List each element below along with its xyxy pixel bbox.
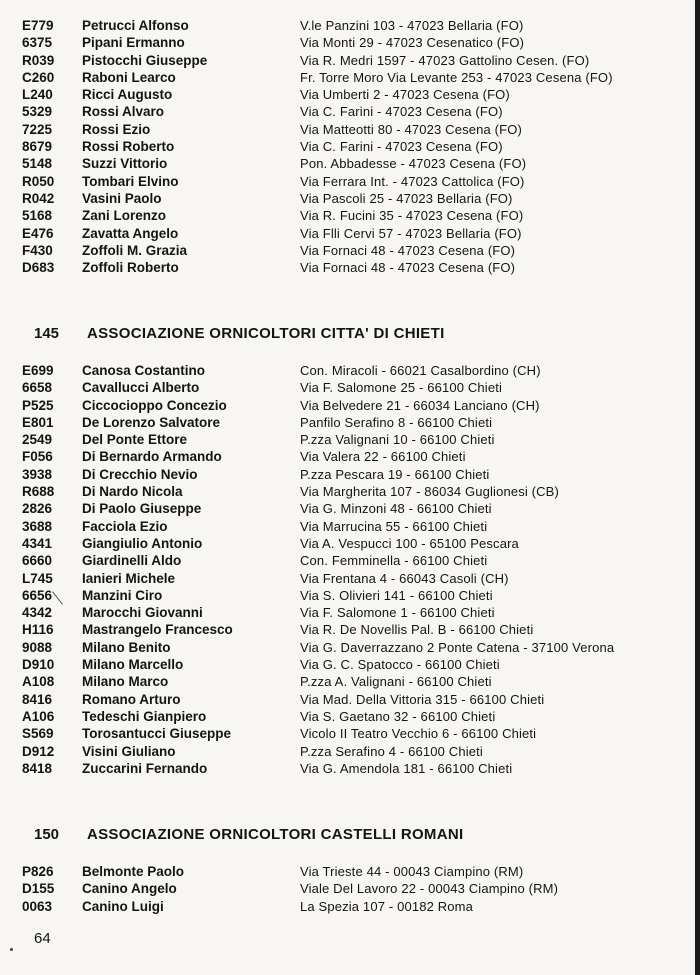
member-name: Milano Marco bbox=[82, 674, 169, 690]
member-row bbox=[0, 155, 700, 172]
member-row bbox=[0, 121, 700, 138]
member-name: Ciccocioppo Concezio bbox=[82, 397, 227, 413]
member-name: Del Ponte Ettore bbox=[82, 432, 188, 448]
member-code: D155 bbox=[22, 881, 55, 897]
member-row bbox=[0, 52, 700, 69]
member-code: 8418 bbox=[22, 760, 53, 776]
member-name: Ricci Augusto bbox=[82, 87, 173, 103]
member-code: A108 bbox=[22, 674, 55, 690]
member-row bbox=[0, 34, 700, 51]
member-code: 5168 bbox=[22, 208, 53, 224]
member-address: P.zza Pescara 19 - 66100 Chieti bbox=[300, 466, 490, 482]
member-row bbox=[0, 898, 700, 915]
member-name: Pipani Ermanno bbox=[82, 35, 185, 51]
member-code: 6658 bbox=[22, 380, 53, 396]
member-row bbox=[0, 362, 700, 379]
member-row bbox=[0, 570, 700, 587]
page-number: 64 bbox=[34, 930, 51, 947]
member-code: 2826 bbox=[22, 501, 53, 517]
section-number: 150 bbox=[34, 826, 60, 843]
member-list-castelli-romani bbox=[0, 863, 700, 915]
member-name: Belmonte Paolo bbox=[82, 864, 185, 879]
member-name: Di Nardo Nicola bbox=[82, 484, 183, 500]
member-address: Via Fornaci 48 - 47023 Cesena (FO) bbox=[300, 260, 516, 276]
member-list-continued bbox=[0, 17, 700, 276]
member-name: Zavatta Angelo bbox=[82, 225, 179, 241]
member-address: Viale Del Lavoro 22 - 00043 Ciampino (RM) bbox=[300, 881, 559, 897]
member-row bbox=[0, 708, 700, 725]
member-row bbox=[0, 743, 700, 760]
member-name: Rossi Alvaro bbox=[82, 104, 165, 120]
member-name: Visini Giuliano bbox=[82, 743, 176, 759]
member-code: 7225 bbox=[22, 121, 53, 137]
member-name: Milano Benito bbox=[82, 639, 171, 655]
member-address: Via S. Olivieri 141 - 66100 Chieti bbox=[300, 587, 493, 603]
member-name: Rossi Roberto bbox=[82, 139, 175, 155]
member-row bbox=[0, 621, 700, 638]
member-code: C260 bbox=[22, 69, 55, 85]
member-address: Via F. Salomone 25 - 66100 Chieti bbox=[300, 380, 503, 396]
member-address: Vicolo II Teatro Vecchio 6 - 66100 Chieti bbox=[300, 726, 537, 742]
member-row bbox=[0, 138, 700, 155]
member-address: Via F. Salomone 1 - 66100 Chieti bbox=[300, 605, 495, 621]
member-name: Raboni Learco bbox=[82, 69, 176, 85]
member-address: Via G. Minzoni 48 - 66100 Chieti bbox=[300, 501, 492, 517]
member-name: Cavallucci Alberto bbox=[82, 380, 200, 396]
member-code: E801 bbox=[22, 414, 54, 430]
member-row bbox=[0, 656, 700, 673]
member-address: Via Matteotti 80 - 47023 Cesena (FO) bbox=[300, 121, 522, 137]
member-code: 4342 bbox=[22, 605, 53, 621]
member-code: P525 bbox=[22, 397, 54, 413]
member-address: Pon. Abbadesse - 47023 Cesena (FO) bbox=[300, 156, 527, 172]
member-name: Pistocchi Giuseppe bbox=[82, 52, 208, 68]
member-row bbox=[0, 639, 700, 656]
member-row bbox=[0, 397, 700, 414]
member-code: D683 bbox=[22, 260, 55, 276]
member-row bbox=[0, 173, 700, 190]
member-address: Via Ferrara Int. - 47023 Cattolica (FO) bbox=[300, 173, 525, 189]
member-name: Zoffoli M. Grazia bbox=[82, 242, 188, 258]
member-row bbox=[0, 691, 700, 708]
member-address: Via Umberti 2 - 47023 Cesena (FO) bbox=[300, 87, 510, 103]
member-code: 5148 bbox=[22, 156, 53, 172]
member-code: 3688 bbox=[22, 518, 53, 534]
member-name: De Lorenzo Salvatore bbox=[82, 414, 221, 430]
member-address: Via A. Vespucci 100 - 65100 Pescara bbox=[300, 535, 519, 551]
member-address: Via G. C. Spatocco - 66100 Chieti bbox=[300, 657, 500, 673]
member-address: P.zza A. Valignani - 66100 Chieti bbox=[300, 674, 492, 690]
member-row bbox=[0, 587, 700, 604]
member-row bbox=[0, 103, 700, 120]
member-code: L745 bbox=[22, 570, 53, 586]
member-code: R050 bbox=[22, 173, 55, 189]
member-address: Via C. Farini - 47023 Cesena (FO) bbox=[300, 139, 503, 155]
member-code: 6660 bbox=[22, 553, 53, 569]
section-title: ASSOCIAZIONE ORNICOLTORI CITTA' DI CHIETI bbox=[87, 325, 445, 342]
member-code: 8679 bbox=[22, 139, 53, 155]
member-name: Petrucci Alfonso bbox=[82, 18, 189, 33]
member-address: Via Trieste 44 - 00043 Ciampino (RM) bbox=[300, 864, 524, 879]
member-code: E699 bbox=[22, 363, 54, 378]
member-row bbox=[0, 242, 700, 259]
member-row bbox=[0, 863, 700, 880]
member-address: Con. Femminella - 66100 Chieti bbox=[300, 553, 488, 569]
member-name: Giangiulio Antonio bbox=[82, 535, 203, 551]
member-name: Ianieri Michele bbox=[82, 570, 176, 586]
member-address: Via S. Gaetano 32 - 66100 Chieti bbox=[300, 708, 496, 724]
member-address: Via G. Daverrazzano 2 Ponte Catena - 37100 Verona bbox=[300, 639, 615, 655]
member-address: Via Marrucina 55 - 66100 Chieti bbox=[300, 518, 488, 534]
member-code: 3938 bbox=[22, 466, 53, 482]
member-address: Via Mad. Della Vittoria 315 - 66100 Chieti bbox=[300, 691, 545, 707]
member-name: Canino Angelo bbox=[82, 881, 177, 897]
member-row bbox=[0, 518, 700, 535]
member-address: P.zza Valignani 10 - 66100 Chieti bbox=[300, 432, 495, 448]
member-address: Via R. Fucini 35 - 47023 Cesena (FO) bbox=[300, 208, 524, 224]
member-code: L240 bbox=[22, 87, 53, 103]
member-code: F430 bbox=[22, 242, 53, 258]
member-name: Marocchi Giovanni bbox=[82, 605, 203, 621]
member-address: Via Monti 29 - 47023 Cesenatico (FO) bbox=[300, 35, 525, 51]
member-row bbox=[0, 225, 700, 242]
member-row bbox=[0, 414, 700, 431]
member-name: Mastrangelo Francesco bbox=[82, 622, 233, 638]
member-row bbox=[0, 431, 700, 448]
member-row bbox=[0, 760, 700, 777]
member-row bbox=[0, 552, 700, 569]
member-address: V.le Panzini 103 - 47023 Bellaria (FO) bbox=[300, 18, 524, 33]
member-code: E779 bbox=[22, 18, 54, 33]
member-address: Via Pascoli 25 - 47023 Bellaria (FO) bbox=[300, 190, 513, 206]
member-name: Zani Lorenzo bbox=[82, 208, 166, 224]
member-name: Torosantucci Giuseppe bbox=[82, 726, 232, 742]
member-name: Zuccarini Fernando bbox=[82, 760, 208, 776]
member-code: H116 bbox=[22, 622, 54, 638]
member-row bbox=[0, 466, 700, 483]
member-code: D910 bbox=[22, 657, 55, 673]
member-address: Via G. Amendola 181 - 66100 Chieti bbox=[300, 760, 513, 776]
member-address: Via Flli Cervi 57 - 47023 Bellaria (FO) bbox=[300, 225, 522, 241]
member-row bbox=[0, 673, 700, 690]
member-address: Panfilo Serafino 8 - 66100 Chieti bbox=[300, 414, 493, 430]
member-address: Con. Miracoli - 66021 Casalbordino (CH) bbox=[300, 363, 541, 378]
stray-dot-mark bbox=[10, 948, 13, 951]
section-number: 145 bbox=[34, 325, 60, 342]
member-code: F056 bbox=[22, 449, 53, 465]
member-address: Via R. De Novellis Pal. B - 66100 Chieti bbox=[300, 622, 534, 638]
member-row bbox=[0, 500, 700, 517]
member-name: Di Crecchio Nevio bbox=[82, 466, 198, 482]
member-code: 6375 bbox=[22, 35, 53, 51]
member-address: Via C. Farini - 47023 Cesena (FO) bbox=[300, 104, 503, 120]
member-code: A106 bbox=[22, 708, 55, 724]
member-address: Via Valera 22 - 66100 Chieti bbox=[300, 449, 466, 465]
member-name: Di Paolo Giuseppe bbox=[82, 501, 202, 517]
member-row bbox=[0, 86, 700, 103]
member-code: 0063 bbox=[22, 898, 53, 914]
member-name: Di Bernardo Armando bbox=[82, 449, 222, 465]
member-row bbox=[0, 190, 700, 207]
section-heading bbox=[0, 824, 700, 846]
member-code: 5329 bbox=[22, 104, 53, 120]
member-row bbox=[0, 604, 700, 621]
member-name: Manzini Ciro bbox=[82, 587, 163, 603]
member-list-chieti bbox=[0, 362, 700, 777]
member-code: R039 bbox=[22, 52, 55, 68]
member-row bbox=[0, 259, 700, 276]
member-name: Zoffoli Roberto bbox=[82, 260, 179, 276]
member-name: Tedeschi Gianpiero bbox=[82, 708, 207, 724]
member-name: Rossi Ezio bbox=[82, 121, 151, 137]
member-code: 8416 bbox=[22, 691, 53, 707]
member-code: 9088 bbox=[22, 639, 53, 655]
member-code: R042 bbox=[22, 190, 55, 206]
member-code: R688 bbox=[22, 484, 55, 500]
scan-edge-shadow bbox=[695, 0, 700, 975]
member-row bbox=[0, 535, 700, 552]
member-name: Facciola Ezio bbox=[82, 518, 168, 534]
member-row bbox=[0, 448, 700, 465]
section-heading bbox=[0, 323, 700, 345]
member-name: Tombari Elvino bbox=[82, 173, 179, 189]
member-address: Via Belvedere 21 - 66034 Lanciano (CH) bbox=[300, 397, 540, 413]
member-code: S569 bbox=[22, 726, 54, 742]
member-name: Canosa Costantino bbox=[82, 363, 206, 378]
member-name: Vasini Paolo bbox=[82, 190, 162, 206]
section-title: ASSOCIAZIONE ORNICOLTORI CASTELLI ROMANI bbox=[87, 826, 464, 843]
member-row bbox=[0, 725, 700, 742]
member-address: Via Margherita 107 - 86034 Guglionesi (CB) bbox=[300, 484, 559, 500]
member-code: E476 bbox=[22, 225, 54, 241]
member-address: P.zza Serafino 4 - 66100 Chieti bbox=[300, 743, 483, 759]
member-row bbox=[0, 17, 700, 34]
member-row bbox=[0, 69, 700, 86]
member-address: Via Fornaci 48 - 47023 Cesena (FO) bbox=[300, 242, 516, 258]
member-name: Canino Luigi bbox=[82, 898, 164, 914]
member-name: Milano Marcello bbox=[82, 657, 184, 673]
member-code: 6656 bbox=[22, 587, 53, 603]
member-address: La Spezia 107 - 00182 Roma bbox=[300, 898, 474, 914]
member-address: Fr. Torre Moro Via Levante 253 - 47023 Cesena (FO) bbox=[300, 69, 613, 85]
member-code: 4341 bbox=[22, 535, 53, 551]
member-code: 2549 bbox=[22, 432, 53, 448]
member-row bbox=[0, 379, 700, 396]
member-code: P826 bbox=[22, 864, 54, 879]
member-row bbox=[0, 207, 700, 224]
member-code: D912 bbox=[22, 743, 55, 759]
member-name: Romano Arturo bbox=[82, 691, 181, 707]
member-row bbox=[0, 880, 700, 897]
member-row bbox=[0, 483, 700, 500]
member-name: Suzzi Vittorio bbox=[82, 156, 168, 172]
member-name: Giardinelli Aldo bbox=[82, 553, 182, 569]
member-address: Via Frentana 4 - 66043 Casoli (CH) bbox=[300, 570, 509, 586]
member-address: Via R. Medri 1597 - 47023 Gattolino Cesen. (FO) bbox=[300, 52, 590, 68]
